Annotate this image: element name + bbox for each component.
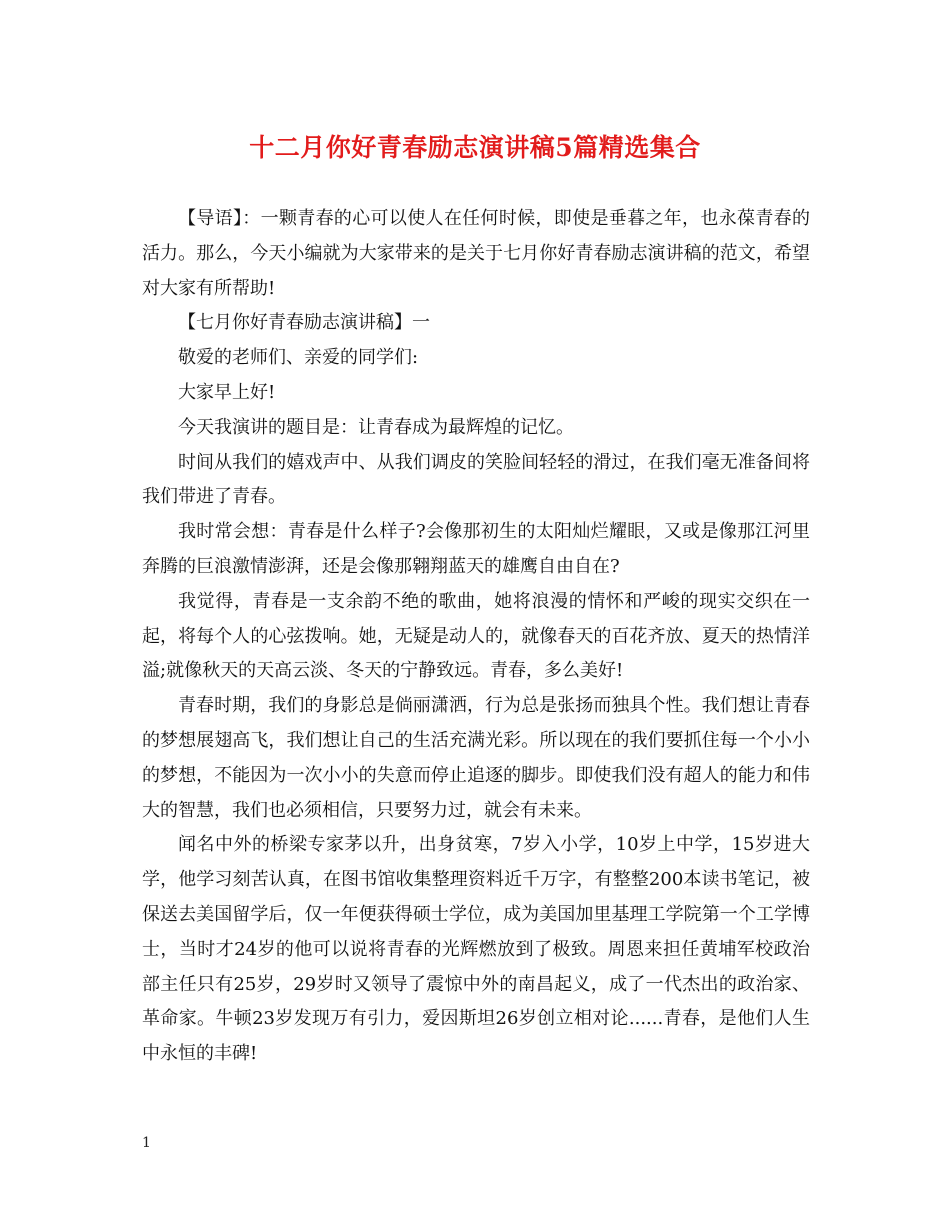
page-number: 1 <box>142 1135 151 1151</box>
paragraph-section-heading: 【七月你好青春励志演讲稿】一 <box>178 312 430 334</box>
paragraph-salutation: 敬爱的老师们、亲爱的同学们: <box>178 347 419 369</box>
paragraph-greeting: 大家早上好! <box>178 381 276 403</box>
paragraph-topic: 今天我演讲的题目是：让青春成为最辉煌的记忆。 <box>178 416 574 438</box>
paragraph-body: 青春时期，我们的身影总是倘丽潇洒，行为总是张扬而独具个性。我们想让青春的梦想展翅高飞，我们想让自己的生活充满光彩。所以现在的我们要抓住每一个小小的梦想，不能因为一次小小的失意而停止追逐的脚步。即使我们没有超人的能力和伟大的智慧，我们也必须相信，只要努力过，就会有未来。 <box>142 695 810 821</box>
paragraph-intro: 【导语】：一颗青春的心可以使人在任何时候，即使是垂暮之年，也永葆青春的活力。那么，今天小编就为大家带来的是关于七月你好青春励志演讲稿的范文，希望对大家有所帮助! <box>142 208 810 299</box>
paragraph-body: 我时常会想：青春是什么样子?会像那初生的太阳灿烂耀眼，又或是像那江河里奔腾的巨浪激情澎湃，还是会像那翱翔蓝天的雄鹰自由自在? <box>142 521 810 577</box>
paragraph-body: 时间从我们的嬉戏声中、从我们调皮的笑脸间轻轻的滑过，在我们毫无准备间将我们带进了青春。 <box>142 451 810 508</box>
paragraph-body: 我觉得，青春是一支余韵不绝的歌曲，她将浪漫的情怀和严峻的现实交织在一起，将每个人的心弦拨响。她，无疑是动人的，就像春天的百花齐放、夏天的热情洋溢;就像秋天的天高云淡、冬天的宁静致远。青春，多么美好! <box>142 590 810 682</box>
document-title: 十二月你好青春励志演讲稿5篇精选集合 <box>249 133 701 162</box>
paragraph-body: 闻名中外的桥梁专家茅以升，出身贫寒，7岁入小学，10岁上中学，15岁进大学，他学习刻苦认真，在图书馆收集整理资料近千万字，有整整200本读书笔记，被保送去美国留学后，仅一年便获得硕士学位，成为美国加里基理工学院第一个工学博士，当时才24岁的他可以说将青春的光辉燃放到了极致。周恩来担任黄埔军校政治部主任只有25岁，29岁时又领导了震惊中外的南昌起义，成了一代杰出的政治家、革命家。牛顿23岁发现万有引力，爱因斯坦26岁创立相对论......青春，是他们人生中永恒的丰碑! <box>142 834 810 1065</box>
document-body <box>142 202 810 1072</box>
